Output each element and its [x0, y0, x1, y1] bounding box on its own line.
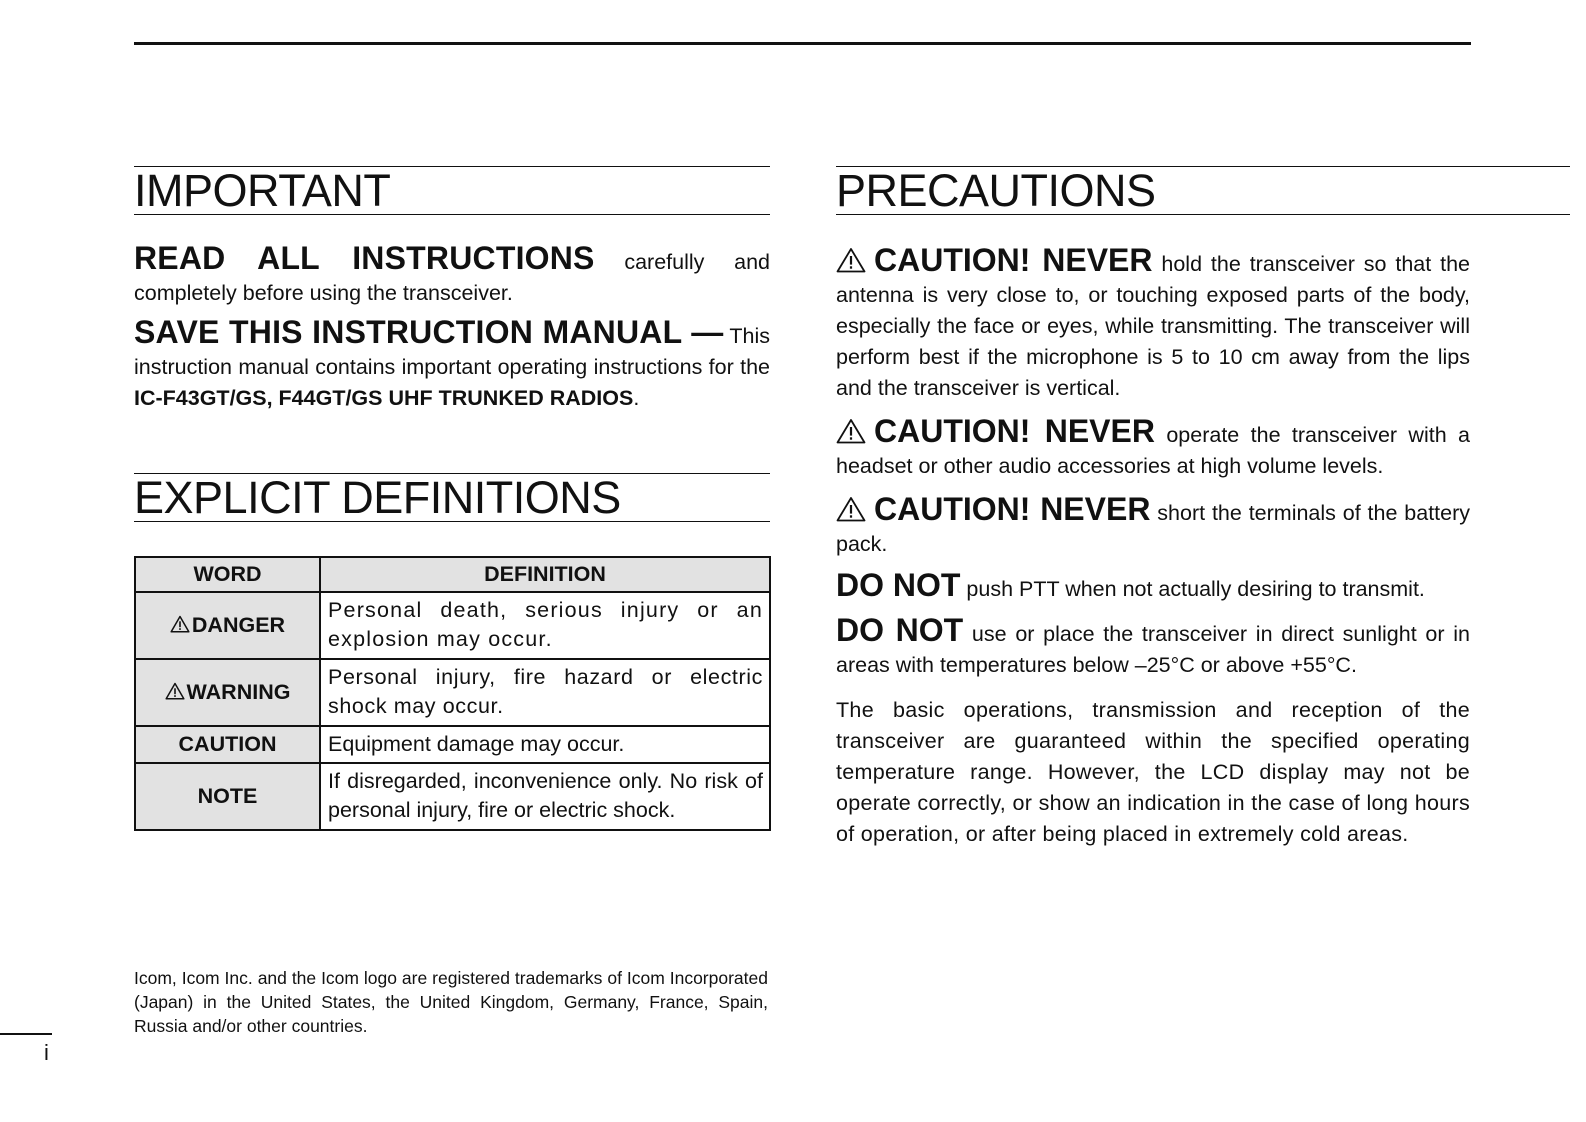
word-cell [135, 592, 320, 659]
caution-paragraph [836, 491, 1471, 560]
trademark-footnote: Icom, Icom Inc. and the Icom logo are registered trademarks of Icom Incorporated (Japan) in the United States, the United Kingdom, Germany, France, Spain, Russia and/or other countries. [134, 968, 768, 1036]
do-not-text: push PTT when not actually desiring to transmit. [960, 577, 1425, 601]
caution-lead: CAUTION! NEVER [874, 491, 1151, 527]
caution-lead: CAUTION! NEVER [874, 242, 1153, 278]
page-number-rule [0, 1033, 52, 1035]
save-text: This instruction manual contains important operating instructions for the [134, 324, 771, 379]
read-lead: READ ALL INSTRUCTIONS [134, 240, 595, 276]
word-caution: CAUTION [135, 726, 320, 763]
definition-cell: Personal death, serious injury or an explosion may occur. [320, 592, 770, 659]
word-warning: WARNING [186, 680, 291, 704]
col-definition-header: DEFINITION [320, 557, 770, 592]
explicit-definitions-heading: EXPLICIT DEFINITIONS [134, 473, 770, 522]
table-row [135, 763, 770, 830]
warning-triangle-icon [836, 247, 866, 273]
save-manual-paragraph [134, 314, 771, 414]
basic-operations-paragraph: The basic operations, transmission and reception of the transceiver are guaranteed within the specified operating temperature range. However, the LCD display may not be operate correctly, or show an indication in the case of long hours of operation, or after being placed in extremely cold areas. [836, 698, 1470, 846]
table-row [135, 659, 770, 726]
do-not-lead: DO NOT [836, 612, 964, 648]
do-not-paragraph [836, 567, 1470, 605]
caution-lead: CAUTION! NEVER [874, 413, 1155, 449]
left-column [134, 166, 770, 831]
word-cell [135, 659, 320, 726]
caution-text: short the terminals of the battery pack. [836, 501, 1471, 556]
model-name: IC-F43GT/GS, F44GT/GS UHF TRUNKED RADIOS [134, 386, 634, 410]
table-row [135, 592, 770, 659]
warning-triangle-icon [836, 496, 866, 522]
page-number: i [44, 1040, 49, 1065]
save-end: . [633, 386, 640, 410]
do-not-paragraph [836, 612, 1471, 681]
important-heading: IMPORTANT [134, 166, 770, 215]
caution-text: operate the transceiver with a headset or other audio accessories at high volume levels. [836, 423, 1471, 478]
do-not-text: use or place the transceiver in direct sunlight or in areas with temperatures below –25°C or above +55°C. [836, 622, 1471, 677]
precautions-heading: PRECAUTIONS [836, 166, 1570, 215]
definition-cell: Personal injury, fire hazard or electric shock may occur. [320, 659, 770, 726]
caution-paragraph [836, 413, 1471, 482]
caution-text: hold the transceiver so that the antenna is very close to, or touching exposed parts of the body, especially the face or eyes, while transmitting. The transceiver will perform best if the microphone is 5 to 10 cm away from the lips and the transceiver is vertical. [836, 252, 1470, 400]
definition-cell: Equipment damage may occur. [320, 726, 770, 763]
definition-cell: If disregarded, inconvenience only. No risk of personal injury, fire or electric shock. [320, 763, 770, 830]
table-header-row [135, 557, 770, 592]
warning-triangle-icon [165, 682, 185, 700]
table-row [135, 726, 770, 763]
top-rule [134, 42, 1471, 45]
definitions-table [134, 556, 771, 831]
warning-triangle-icon [170, 615, 190, 633]
word-note: NOTE [135, 763, 320, 830]
save-lead: SAVE THIS INSTRUCTION MANUAL — [134, 314, 724, 350]
word-danger: DANGER [191, 613, 286, 637]
right-column [836, 166, 1470, 850]
col-word-header: WORD [135, 557, 320, 592]
read-instructions-paragraph [134, 240, 770, 309]
read-text: carefully and completely before using the transceiver. [134, 250, 770, 305]
caution-paragraph [836, 242, 1470, 404]
do-not-lead: DO NOT [836, 567, 961, 603]
warning-triangle-icon [836, 418, 866, 444]
